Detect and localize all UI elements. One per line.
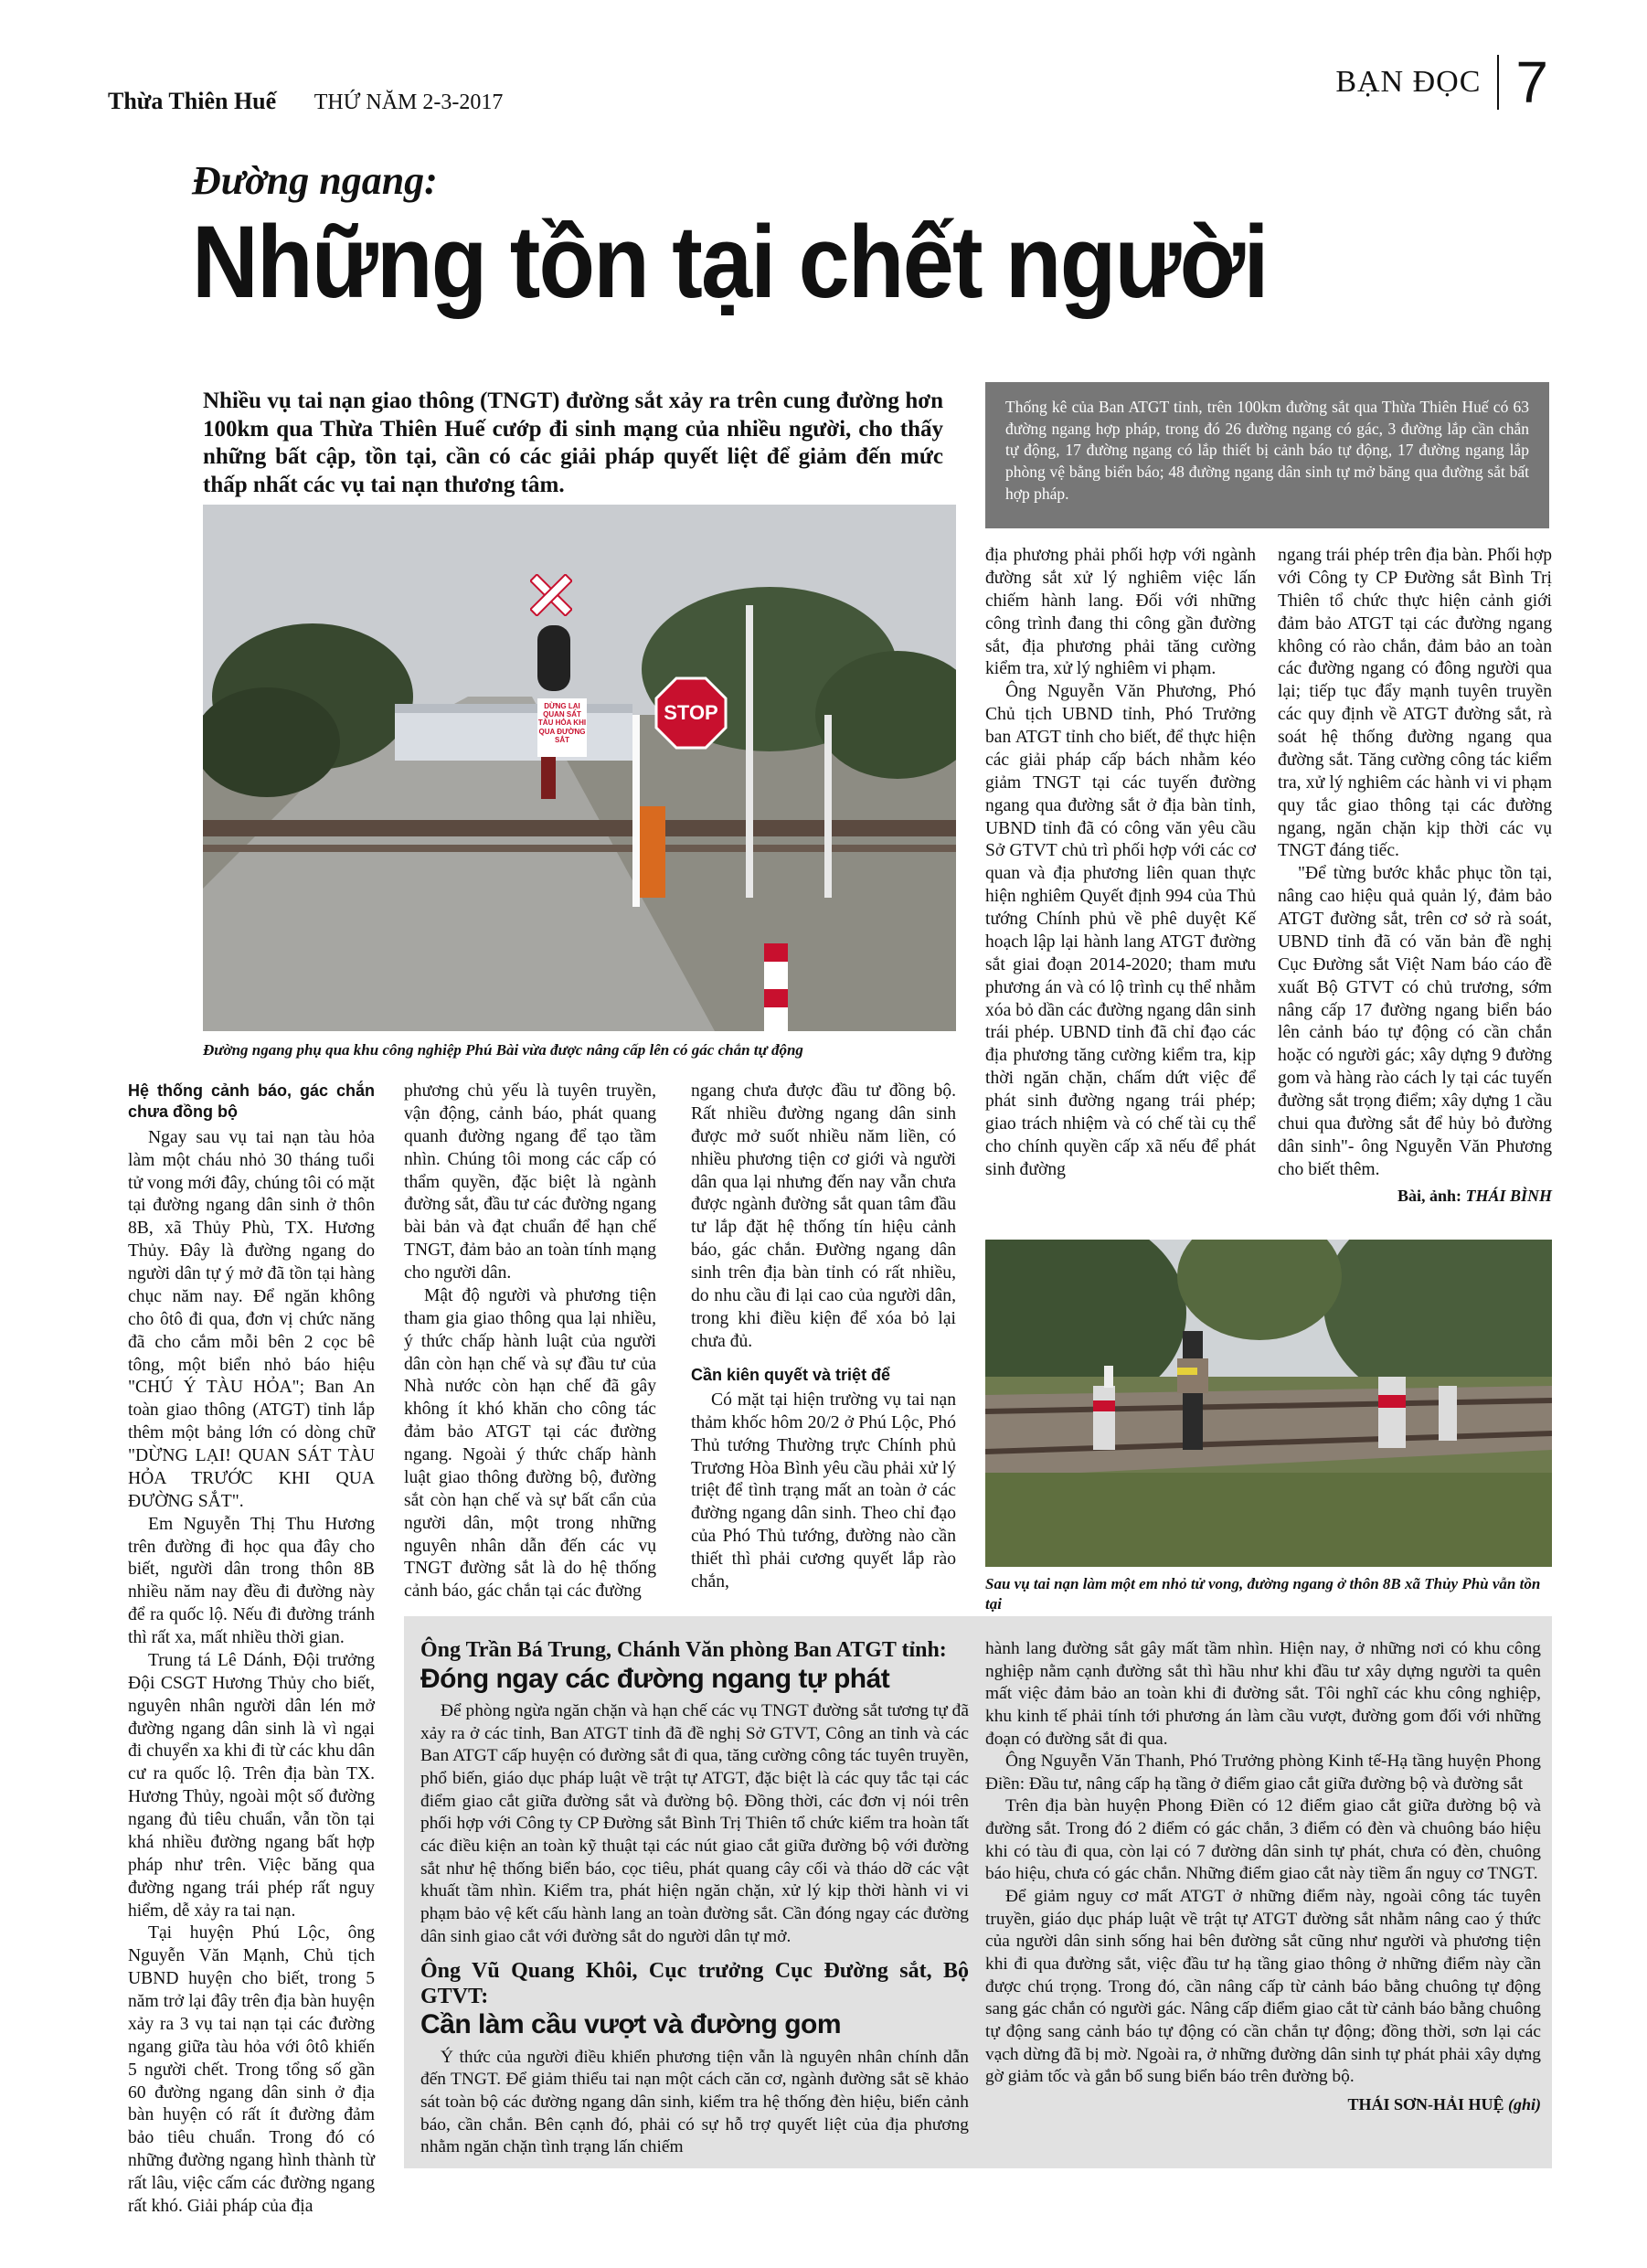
section-name: BẠN ĐỌC <box>1335 65 1482 99</box>
stop-sign-text: STOP <box>664 701 718 724</box>
stop-sign-icon <box>654 676 728 750</box>
speaker-1-name: Ông Trần Bá Trung, Chánh Văn phòng Ban ATGT tỉnh: <box>420 1638 947 1662</box>
page-header-right <box>1335 49 1548 115</box>
paragraph: Mật độ người và phương tiện tham gia giao thông qua lại nhiều, ý thức chấp hành luật của người dân còn hạn chế và sự đầu tư của Nhà nước còn hạn chế đã gây không ít khó khăn cho công tác đảm bảo ATGT tại các đường ngang. Ngoài ý thức chấp hành luật giao thông đường bộ, đường sắt còn hạn chế và sự bất cẩn của người dân, một trong những nguyên nhân dẫn đến các vụ TNGT đường sắt là do hệ thống cảnh báo, gác chắn tại các đường <box>404 1285 656 1602</box>
article-headline: Những tồn tại chết người <box>192 205 1268 319</box>
paragraph: hành lang đường sắt gây mất tầm nhìn. Hiện nay, ở những nơi có khu công nghiệp nằm cạnh đường sắt thì hầu như khi đầu tư xây dựng người ta quên mất việc đảm bảo an toàn khi đi đường sắt. Tôi nghĩ các khu công nghiệp, khu kinh tế phải tính tới phương án làm cầu vượt, đường gom đối với những đoạn có đường sắt đi qua. <box>985 1639 1541 1749</box>
header-divider <box>1497 55 1499 110</box>
paragraph: Để phòng ngừa ngăn chặn và hạn chế các vụ TNGT đường sắt tương tự đã xảy ra ở các tỉnh, Ban ATGT tỉnh đã đề nghị Sở GTVT, Công an tỉnh và các Ban ATGT cấp huyện có đường sắt đi qua, tăng cường công tác tuyên truyền, phổ biến, giáo dục pháp luật về trật tự ATGT, đặc biệt là các quy tắc tại các điểm giao cắt giữa đường sắt và đường bộ. Đồng thời, các đơn vị nói trên phối hợp với Công ty CP Đường sắt Bình Trị Thiên tổ chức kiểm tra hoàn tất các điều kiện an toàn kỹ thuật tại các nút giao cắt giữa đường bộ với đường sắt như hệ thống biển báo, cọc tiêu, phát quang cây cối và tháo dỡ các vật khuất tầm nhìn. Kiểm tra, phát hiện ngăn chặn, xử lý kịp thời hành vi vi phạm bảo vệ kết cấu hành lang an toàn đường sắt. Cần đóng ngay các đường dân sinh giao cắt với đường sắt do người dân tự mở. <box>420 1701 969 1946</box>
paragraph: Em Nguyễn Thị Thu Hương trên đường đi học qua đây cho biết, người dân trong thôn 8B nhiều năm nay đều đi đường này để ra quốc lộ. Nếu đi đường tránh thì rất xa, mất nhiều thời gian. <box>128 1514 375 1648</box>
photo-village-crossing <box>985 1240 1552 1567</box>
speaker-2-headline: Cần làm cầu vượt và đường gom <box>420 2009 842 2040</box>
paragraph: ngang chưa được đầu tư đồng bộ. Rất nhiều đường ngang dân sinh được mở suốt nhiều năm liền, có nhiều phương tiện cơ giới và người dân qua lại nhưng đến nay vẫn chưa được ngành đường sắt quan tâm đầu tư lắp đặt hệ thống tín hiệu cảnh báo, gác chắn. Đường ngang dân sinh trên địa bàn tỉnh có rất nhiều, do nhu cầu đi lại cao của người dân, trong khi điều kiện để xóa bỏ lại chưa đủ. <box>691 1081 956 1351</box>
issue-date: THỨ NĂM 2-3-2017 <box>313 91 504 114</box>
subheading-2: Cần kiên quyết và triệt để <box>691 1365 891 1384</box>
paragraph: Ông Nguyễn Văn Phương, Phó Chủ tịch UBND tỉnh, Phó Trưởng ban ATGT tỉnh cho biết, để thực hiện các giải pháp cấp bách nhằm kéo giảm TNGT tại các tuyến đường ngang qua đường sắt ở địa bàn tỉnh, UBND tỉnh đã có công văn yêu cầu Sở GTVT chủ trì phối hợp với các cơ quan và địa phương liên quan thực hiện nghiêm Quyết định 994 của Thủ tướng Chính phủ về phê duyệt Kế hoạch lập lại hành lang ATGT đường sắt giai đoạn 2014-2020; tham mưu phương án và có lộ trình cụ thể nhằm xóa bỏ dần các đường ngang dân sinh trái phép. UBND tỉnh đã chỉ đạo các địa phương tăng cường kiểm tra, kịp thời ngăn chặn, chấm dứt việc để phát sinh đường ngang trái phép; giao trách nhiệm và có chế tài cụ thể cho chính quyền cấp xã nếu để phát sinh đường <box>985 682 1256 1179</box>
photo1-caption: Đường ngang phụ qua khu công nghiệp Phú Bài vừa được nâng cấp lên có gác chắn tự động <box>203 1041 803 1059</box>
byline-label: Bài, ảnh: <box>1397 1186 1461 1205</box>
article-kicker: Đường ngang: <box>192 158 438 203</box>
interview-credit <box>985 2094 1541 2115</box>
paragraph: Có mặt tại hiện trường vụ tai nạn thảm khốc hôm 20/2 ở Phú Lộc, Phó Thủ tướng Thường trực Chính phủ Trương Hòa Bình yêu cầu phải xử lý triệt để tình trạng mất an toàn ở các đường ngang dân sinh. Theo chỉ đạo của Phó Thủ tướng, đường nào cần thiết thì phải cương quyết lắp rào chắn, <box>691 1390 956 1592</box>
paragraph: Tại huyện Phú Lộc, ông Nguyễn Văn Mạnh, Chủ tịch UBND huyện cho biết, trong 5 năm trở lại đây trên địa bàn huyện xảy ra 3 vụ tai nạn tại các đường ngang giữa tàu hỏa với ôtô khiến 5 người chết. Trong tổng số gần 60 đường ngang dân sinh ở địa bàn huyện có rất ít đường đảm bảo tiêu chuẩn. Trong đó có những đường ngang hình thành từ rất lâu, việc cấm các đường ngang rất khó. Giải pháp của địa <box>128 1923 375 2216</box>
paragraph: Ông Nguyễn Văn Thanh, Phó Trưởng phòng Kinh tế-Hạ tầng huyện Phong Điền: Đầu tư, nâng cấp hạ tầng ở điểm giao cắt giữa đường bộ và đường sắt <box>985 1752 1541 1794</box>
photo2-caption: Sau vụ tai nạn làm một em nhỏ tử vong, đường ngang ở thôn 8B xã Thủy Phù vẫn tồn tại <box>985 1575 1541 1613</box>
masthead <box>108 88 503 115</box>
article-lead: Nhiều vụ tai nạn giao thông (TNGT) đường sắt xảy ra trên cung đường hơn 100km qua Thừa Thiên Huế cướp đi sinh mạng của nhiều người, cho thấy những bất cập, tồn tại, cần có các giải pháp quyết liệt để giảm đến mức thấp nhất các vụ tai nạn thương tâm. <box>203 389 943 497</box>
paragraph: phương chủ yếu là tuyên truyền, vận động, cảnh báo, phát quang quanh đường ngang để tạo tầm nhìn. Chúng tôi mong các cấp có thẩm quyền, đặc biệt là ngành đường sắt, đầu tư các đường ngang bài bản và đạt chuẩn để hạn chế TNGT, đảm bảo an toàn tính mạng cho người dân. <box>404 1081 656 1283</box>
article-column-4 <box>985 545 1256 1182</box>
article-byline <box>1278 1186 1552 1207</box>
subheading-1: Hệ thống cảnh báo, gác chắn chưa đồng bộ <box>128 1081 375 1122</box>
article-column-5 <box>1278 545 1552 1206</box>
statistics-box: Thống kê của Ban ATGT tỉnh, trên 100km đường sắt qua Thừa Thiên Huế có 63 đường ngang hợp pháp, trong đó 26 đường ngang có gác, 3 đường lắp cần chắn tự động, 17 đường ngang có lắp thiết bị cảnh báo tự động, 17 đường ngang lắp phòng vệ bằng biển báo; 48 đường ngang dân sinh tự mở băng qua đường sắt bất hợp pháp. <box>985 382 1549 528</box>
warning-board-text: DỪNG LẠI QUAN SÁT TÀU HỎA KHI QUA ĐƯỜNG SẮT <box>537 698 587 757</box>
paragraph: Trên địa bàn huyện Phong Điền có 12 điểm giao cắt giữa đường bộ và đường sắt. Trong đó 2 điểm có gác chắn, 3 điểm có đèn và chuông báo hiệu khi có tàu đi qua, còn lại có 7 đường dân sinh tự phát, chưa có đèn, chuông báo hiệu, chưa có gác chắn. Những điểm giao cắt này tiềm ẩn nguy cơ TNGT. <box>985 1796 1541 1884</box>
byline-name: THÁI BÌNH <box>1465 1186 1552 1205</box>
photo-railway-crossing <box>203 505 956 1031</box>
speaker-1-headline: Đóng ngay các đường ngang tự phát <box>420 1663 890 1694</box>
paragraph: Ngay sau vụ tai nạn tàu hỏa làm một cháu nhỏ 30 tháng tuổi tử vong mới đây, chúng tôi có mặt tại đường ngang dân sinh ở thôn 8B, xã Thủy Phù, TX. Hương Thủy. Đây là đường ngang do người dân tự ý mở đã tồn tại hàng chục năm nay. Để ngăn không cho ôtô đi qua, đơn vị chức năng đã cho cắm mỗi bên 2 cọc bê tông, một biển nhỏ báo hiệu "CHÚ Ý TÀU HỎA"; Ban An toàn giao thông (ATGT) tỉnh lắp thêm một bảng lớn có dòng chữ "DỪNG LẠI! QUAN SÁT TÀU HỎA TRƯỚC KHI QUA ĐƯỜNG SẮT". <box>128 1127 375 1511</box>
paragraph: ngang trái phép trên địa bàn. Phối hợp với Công ty CP Đường sắt Bình Trị Thiên tổ chức thực hiện cảnh giới đảm bảo ATGT tại các đường ngang không có rào chắn, đảm bảo an toàn các đường ngang có đông người qua lại; tiếp tục đẩy mạnh tuyên truyền các quy định về ATGT đường sắt, rà soát hệ thống đường ngang qua đường sắt. Tăng cường công tác kiểm tra, xử lý nghiêm các hành vi vi phạm quy tắc giao thông tại các đường ngang, ngăn chặn kịp thời các vụ TNGT đáng tiếc. <box>1278 546 1552 861</box>
crossing-signal-lights <box>537 625 570 691</box>
credit-name: THÁI SƠN-HẢI HUỆ <box>1347 2094 1504 2114</box>
paragraph: "Để từng bước khắc phục tồn tại, nâng cao hiệu quả quản lý, đảm bảo ATGT đường sắt, trên cơ sở rà soát, UBND tỉnh đã có văn bản đề nghị Cục Đường sắt Việt Nam báo cáo đề xuất Bộ GTVT có chủ trương, sớm nâng cấp 17 đường ngang biển báo lên cảnh báo tự động có cần chắn hoặc có người gác; xây dựng 9 đường gom và hàng rào cách ly tại các tuyến đường sắt trọng điểm; xây dựng 1 cầu chui qua đường sắt để hủy bỏ đường dân sinh"- ông Nguyễn Văn Phương cho biết thêm. <box>1278 864 1552 1179</box>
paragraph: Để giảm nguy cơ mất ATGT ở những điểm này, ngoài công tác tuyên truyền, giáo dục pháp luật về trật tự ATGT đường sắt nhằm nâng cao ý thức của người dân sinh sống hai bên đường sắt cũng như người và phương tiện khi đi qua đường sắt, việc đầu tư hạ tầng giao thông ở những điểm này cần được chú trọng. Trong đó, cần nâng cấp từ cảnh báo bằng chuông tự động sang gác chắn có người gác. Nâng cấp điểm giao cắt từ cảnh báo bằng chuông tự động sang cảnh báo tự động có cần chắn tự động; đồng thời, sơn lại các vạch dừng đã bị mờ. Ngoài ra, ở những đường dân sinh tự phát phải xây dựng gờ giảm tốc và gắn bổ sung biển báo trên đường bộ. <box>985 1887 1541 2087</box>
paper-name: Thừa Thiên Huế <box>108 88 277 114</box>
article-column-3 <box>691 1081 956 1594</box>
interview-left-column <box>420 1638 969 2159</box>
railway-crossing-sign-icon <box>530 574 572 616</box>
page-number: 7 <box>1515 49 1548 115</box>
credit-note: (ghi) <box>1508 2094 1541 2114</box>
paragraph: địa phương phải phối hợp với ngành đường sắt xử lý nghiêm việc lấn chiếm hành lang. Đối với những công trình đang thi công gần đường sắt, địa phương phải tăng cường kiểm tra, xử lý nghiêm vi phạm. <box>985 546 1256 679</box>
article-column-2 <box>404 1081 656 1603</box>
speaker-2-name: Ông Vũ Quang Khôi, Cục trưởng Cục Đường sắt, Bộ GTVT: <box>420 1959 969 2008</box>
interview-right-column <box>985 1638 1541 2115</box>
article-column-1 <box>128 1081 375 2219</box>
paragraph: Ý thức của người điều khiển phương tiện vẫn là nguyên nhân chính dẫn đến TNGT. Để giảm thiểu tai nạn một cách căn cơ, ngành đường sắt sẽ khảo sát toàn bộ các đường ngang dân sinh, kiểm tra hệ thống đèn hiệu, biển cảnh báo, cần chắn. Bên cạnh đó, phải có sự hỗ trợ quyết liệt của địa phương nhằm ngăn chặn tình trạng lấn chiếm <box>420 2047 969 2157</box>
paragraph: Trung tá Lê Dánh, Đội trưởng Đội CSGT Hương Thủy cho biết, nguyên nhân người dân lén mở đường ngang dân sinh là vì ngại đi chuyển xa khi đi từ các khu dân cư ra quốc lộ. Trên địa bàn TX. Hương Thủy, ngoài một số đường ngang đủ tiêu chuẩn, vẫn tồn tại khá nhiều đường ngang bất hợp pháp như trên. Việc băng qua đường ngang trái phép rất nguy hiểm, dễ xảy ra tai nạn. <box>128 1650 375 1921</box>
